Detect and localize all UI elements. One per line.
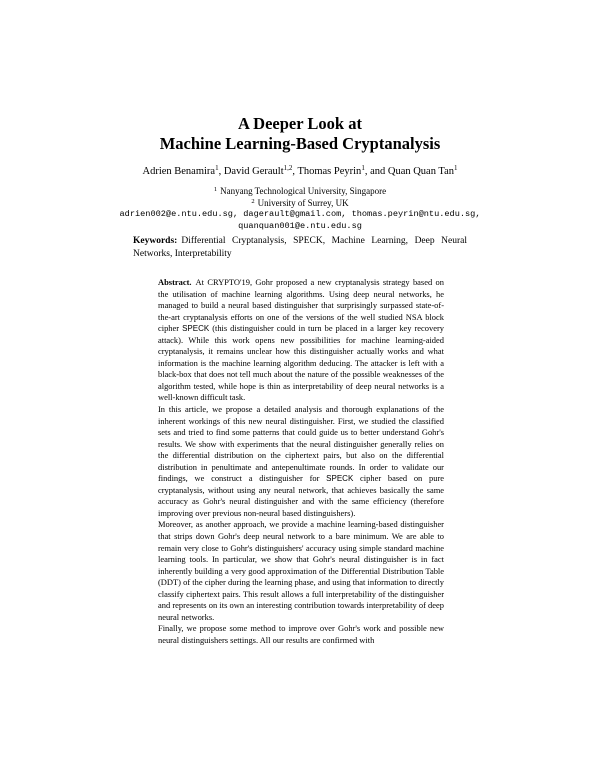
title-line-1: A Deeper Look at bbox=[238, 114, 362, 133]
affiliation-text: University of Surrey, UK bbox=[257, 197, 349, 208]
abstract-text: At CRYPTO'19, Gohr proposed a new cryptanalysis strategy based on the utilisation of machine learning algorithms. Using deep neural networks, he managed to build a neural based distinguisher that surprisingly surpassed state-of-the-art cryptanalysis efforts on one of the versions of the well studied NSA block cipher bbox=[158, 277, 444, 334]
abstract-text: cipher based on pure cryptanalysis, without using any neural network, that achieves basically the same accuracy as Gohr's neural distinguisher and with the same efficiency (therefore improving over previous non-neural based distinguishers). bbox=[158, 473, 444, 518]
affiliation-text: Nanyang Technological University, Singapore bbox=[220, 186, 387, 196]
keywords-section bbox=[133, 235, 467, 260]
cipher-name: SPECK bbox=[182, 324, 210, 334]
title-line-2: Machine Learning-Based Cryptanalysis bbox=[159, 134, 441, 153]
email-line-1: adrien002@e.ntu.edu.sg, dagerault@gmail.com, thomas.peyrin@ntu.edu.sg, bbox=[119, 209, 481, 219]
author-name: Quan Quan Tan bbox=[387, 166, 454, 177]
abstract-text: In this article, we propose a detailed analysis and thorough explanations of the inherent workings of this new neural distinguisher. First, we studied the classified sets and tried to find some patterns that could guide us to better understand Gohr's results. We show with experiments that the neural distinguisher generally relies on the differential distribution on the ciphertext pairs, but also on the differential distribution in penultimate and antepenultimate rounds. In order to validate our findings, we construct a distinguisher for bbox=[158, 404, 444, 484]
abstract-paragraph-2 bbox=[158, 404, 444, 519]
author-affiliation-mark: 1 bbox=[215, 164, 219, 172]
affiliations-block bbox=[0, 186, 600, 232]
author-name: Thomas Peyrin bbox=[297, 166, 362, 177]
abstract-paragraph-4: Finally, we propose some method to improve over Gohr's work and possible new neural distinguishers settings. All our results are confirmed with bbox=[158, 623, 444, 645]
author-affiliation-mark: 1 bbox=[361, 164, 365, 172]
author-affiliation-mark: 1 bbox=[454, 164, 458, 172]
author-name: Adrien Benamira bbox=[142, 166, 216, 177]
abstract-text: (this distinguisher could in turn be placed in a larger key recovery attack). While this work opens new possibilities for machine learning-aided cryptanalysis, it remains unclear how this distinguisher actually works and what information is the machine learning algorithm deducing. The attacker is left with a black-box that does not tell much about the nature of the possible weaknesses of the algorithm tested, while hope is thin as interpretability of deep neural networks is a well-known difficult task. bbox=[158, 323, 444, 403]
author-name: David Gerault bbox=[223, 166, 284, 177]
abstract-section bbox=[158, 277, 444, 647]
affiliation-line bbox=[0, 198, 600, 210]
author-affiliation-mark: 1,2 bbox=[283, 164, 293, 172]
author-list bbox=[0, 165, 600, 179]
affiliation-mark: 1 bbox=[213, 186, 218, 193]
abstract-paragraph-1 bbox=[158, 277, 444, 404]
abstract-paragraph-3: Moreover, as another approach, we provide a machine learning-based distinguisher that strips down Gohr's deep neural network to a bare minimum. We are able to remain very close to Gohr's distinguishers' accuracy using simple standard machine learning tools. In particular, we show that Gohr's neural distinguisher is in fact inherently building a very good approximation of the Differential Distribution Table (DDT) of the cipher during the learning phase, and using that information to directly classify ciphertext pairs. This result allows a full interpretability of the distinguisher and represents on its own an interesting contribution towards interpretability of deep neural networks. bbox=[158, 519, 444, 622]
email-line-2: quanquan001@e.ntu.edu.sg bbox=[238, 220, 362, 231]
paper-title bbox=[0, 114, 600, 154]
keywords-text: Differential Cryptanalysis, SPECK, Machine Learning, Deep Neural Networks, Interpretability bbox=[133, 236, 467, 259]
author-separator: , and bbox=[364, 166, 388, 177]
abstract-label: Abstract. bbox=[158, 277, 192, 287]
keywords-label: Keywords: bbox=[133, 236, 178, 246]
affiliation-line bbox=[0, 186, 600, 198]
cipher-name: SPECK bbox=[326, 474, 354, 484]
author-separator: , bbox=[292, 166, 298, 177]
affiliation-mark: 2 bbox=[251, 197, 255, 205]
author-separator: , bbox=[218, 166, 224, 177]
